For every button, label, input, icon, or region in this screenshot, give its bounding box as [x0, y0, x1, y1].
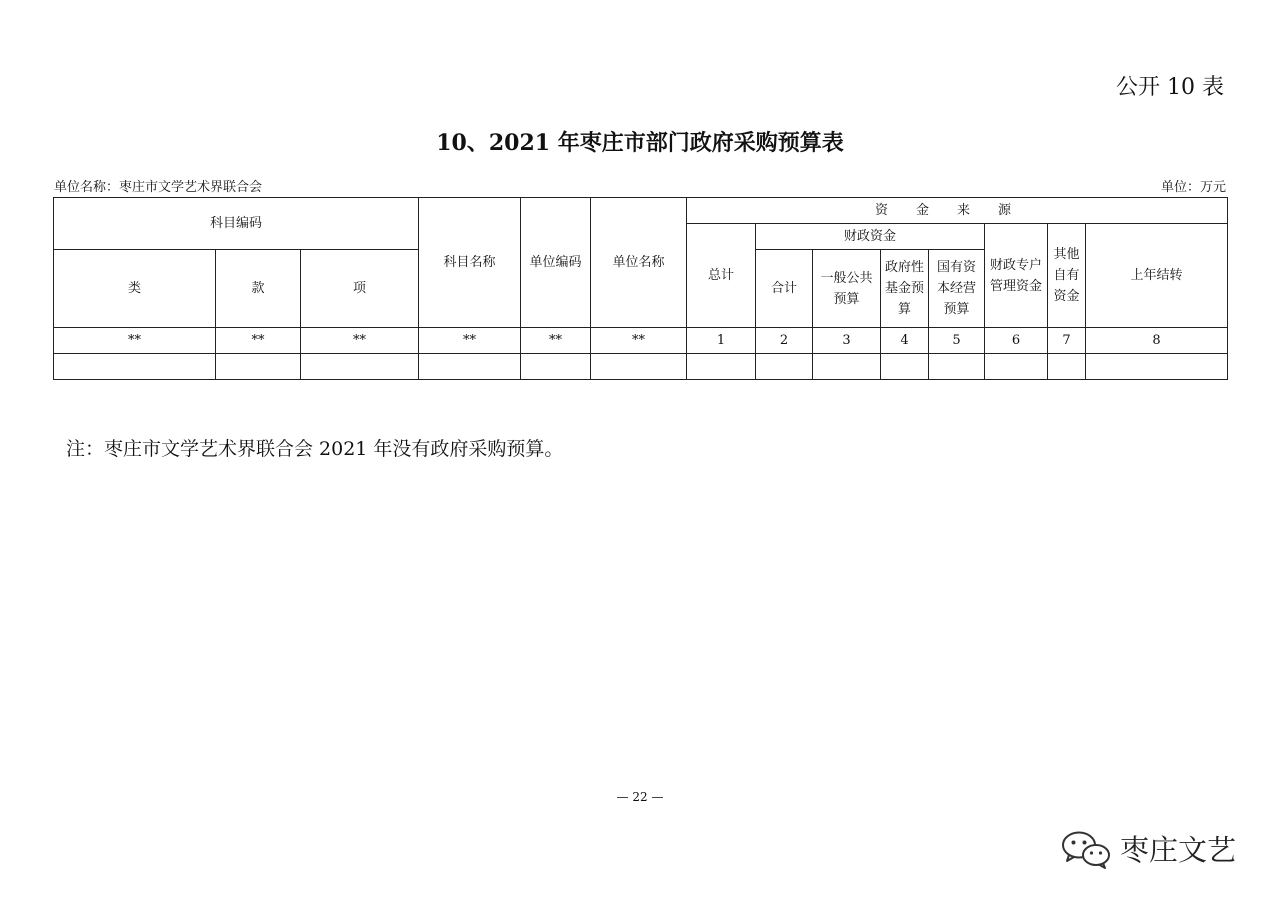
table-cell — [419, 354, 521, 380]
header-other-own-line: 资金 — [1053, 289, 1080, 304]
header-subject-code: 科目编码 — [54, 198, 419, 250]
header-general-budget-line: 一般公共 — [820, 270, 873, 286]
table-cell: 2 — [756, 328, 813, 354]
header-other-own-line: 自有 — [1053, 268, 1080, 283]
table-row — [54, 354, 1228, 380]
header-unit-name: 单位名称 — [591, 198, 687, 328]
page-number: — 22 — — [616, 790, 664, 804]
header-xiang: 项 — [301, 250, 419, 328]
table-cell: 4 — [881, 328, 929, 354]
header-gov-fund-line: 政府性 — [884, 260, 924, 275]
procurement-budget-table — [53, 197, 1228, 380]
table-cell: 5 — [929, 328, 985, 354]
header-carryover: 上年结转 — [1086, 224, 1228, 328]
table-cell — [881, 354, 929, 380]
header-special-account-funds — [985, 224, 1048, 328]
header-unit-code: 单位编码 — [521, 198, 591, 328]
header-other-own-funds — [1048, 224, 1086, 328]
table-cell — [985, 354, 1048, 380]
header-state-capital-budget — [929, 250, 985, 328]
table-cell — [813, 354, 881, 380]
table-cell: 3 — [813, 328, 881, 354]
unit-name-label: 单位名称：枣庄市文学艺术界联合会 — [54, 180, 263, 195]
header-gov-fund-line: 基金预 — [884, 281, 924, 296]
budget-note: 注：枣庄市文学艺术界联合会 2021 年没有政府采购预算。 — [66, 438, 564, 460]
header-subject-name: 科目名称 — [419, 198, 521, 328]
watermark-text: 枣庄文艺 — [1119, 833, 1236, 867]
table-cell — [929, 354, 985, 380]
header-fund-source: 资金来源 — [687, 198, 1228, 224]
table-cell: 6 — [985, 328, 1048, 354]
header-fiscal-funds: 财政资金 — [756, 224, 985, 250]
table-cell: ** — [591, 328, 687, 354]
header-kuan: 款 — [216, 250, 301, 328]
header-special-account-line: 管理资金 — [989, 278, 1042, 294]
wechat-icon — [1060, 829, 1112, 869]
currency-unit-label: 单位：万元 — [1160, 180, 1226, 195]
header-total: 总计 — [687, 224, 756, 328]
table-cell — [591, 354, 687, 380]
header-state-capital-line: 预算 — [943, 302, 970, 317]
table-row — [54, 328, 1228, 354]
header-special-account-line: 财政专户 — [989, 257, 1042, 273]
header-other-own-line: 其他 — [1053, 247, 1080, 262]
table-cell — [1086, 354, 1228, 380]
table-cell: ** — [301, 328, 419, 354]
table-cell — [687, 354, 756, 380]
table-cell — [54, 354, 216, 380]
form-number: 公开 10 表 — [1116, 75, 1224, 100]
table-cell: ** — [54, 328, 216, 354]
table-cell — [1048, 354, 1086, 380]
table-cell: 1 — [687, 328, 756, 354]
table-cell: 8 — [1086, 328, 1228, 354]
table-cell: ** — [521, 328, 591, 354]
table-cell — [756, 354, 813, 380]
header-state-capital-line: 本经营 — [936, 281, 976, 296]
table-cell: 7 — [1048, 328, 1086, 354]
table-cell — [216, 354, 301, 380]
header-state-capital-line: 国有资 — [936, 260, 976, 275]
wechat-watermark — [1060, 828, 1236, 869]
document-title: 10、2021 年枣庄市部门政府采购预算表 — [436, 130, 844, 156]
header-gov-fund-line: 算 — [897, 302, 911, 317]
table-cell: ** — [216, 328, 301, 354]
table-cell: ** — [419, 328, 521, 354]
header-general-budget-line: 预算 — [833, 291, 860, 307]
header-general-budget — [813, 250, 881, 328]
header-lei: 类 — [54, 250, 216, 328]
table-cell — [301, 354, 419, 380]
header-sum: 合计 — [756, 250, 813, 328]
header-gov-fund-budget — [881, 250, 929, 328]
table-cell — [521, 354, 591, 380]
